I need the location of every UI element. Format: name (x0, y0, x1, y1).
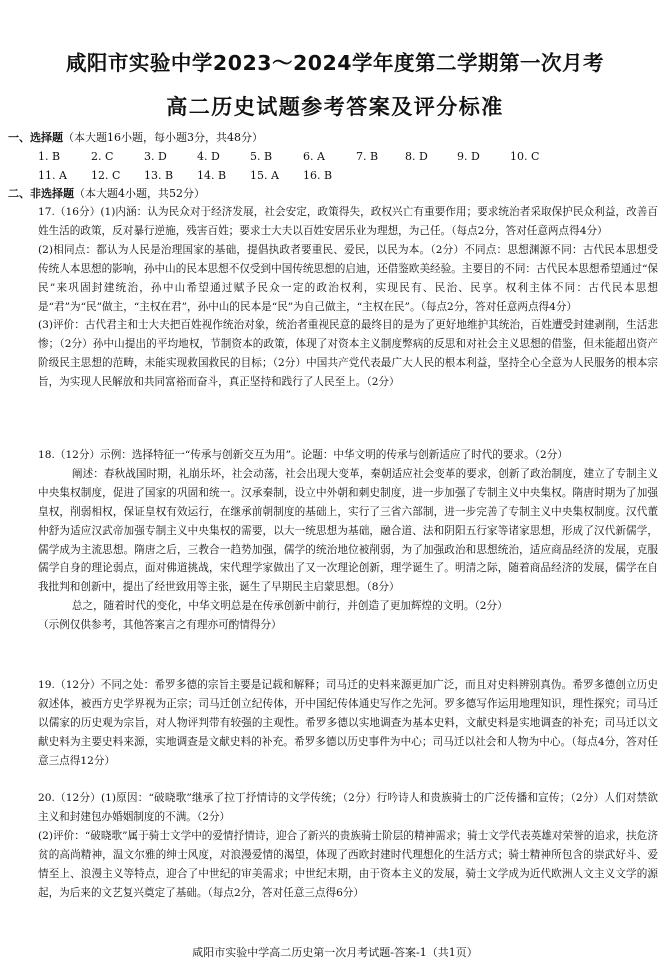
section2-heading: 二、非选择题 (8, 187, 74, 200)
answer-item: 15. A (250, 169, 279, 182)
answer-item: 9. D (457, 150, 480, 163)
answer-item: 13. B (144, 169, 174, 182)
section2-header (8, 187, 205, 201)
question-18 (38, 446, 658, 635)
q18-note: （示例仅供参考，其他答案言之有理亦可酌情得分） (38, 619, 282, 632)
q18-part1: 18.（12分）示例：选择特征一“传承与创新交互为用”。论题：中华文明的传承与创新适应了时代的要求。（2分） (38, 449, 568, 461)
answer-item: 3. D (144, 150, 167, 163)
q20-part2: (2)评价：“破晓歌”属于骑士文学中的爱情抒情诗，迎合了新兴的贵族骑士阶层的精神需求；骑士文学代表英雄对荣誉的追求，扶危济贫的高尚精神，温文尔雅的绅士风度，对浪漫爱情的渴望，体现了西欧封建时代理想化的生活方式；骑士精神所包含的崇武好斗、爱情至上、浪漫主义等特点，迎合了中世纪的审美需求；中世纪末期，由于资本主义的发展，骑士文学成为近代欧洲人文主义文学的源起，为后来的文艺复兴奠定了基础。（每点2分，答对任意三点得6分） (38, 829, 658, 899)
answer-item: 14. B (197, 169, 227, 182)
answer-item: 16. B (303, 169, 333, 182)
answer-item: 2. C (91, 150, 114, 163)
answer-item: 12. C (91, 169, 121, 182)
q17-part2: (2)相同点：都认为人民是治理国家的基础，提倡执政者要重民、爱民，以民为本。（2分）不同点：思想渊源不同：古代民本思想受传统人本思想的影响，孙中山的民本思想不仅受到中国传统思想的启迪，还借鉴欧美经验。主要目的不同：古代民本思想希望通过“保民”来巩固封建统治，孙中山希望通过赋予民众一定的政治权利，实现民有、民治、民享。权利主体不同：古代民本思想是“君”为“民”做主，“主权在君”，孙中山的民本是“民”为自己做主，“主权在民”。（每点2分，答对任意两点得4分） (38, 243, 658, 313)
page-subtitle: 高二历史试题参考答案及评分标准 (166, 95, 504, 119)
answer-item: 1. B (38, 150, 61, 163)
question-20 (38, 789, 658, 902)
answer-item: 4. D (197, 150, 220, 163)
question-17 (38, 203, 658, 392)
q18-part3: 总之，随着时代的变化，中华文明总是在传承创新中前行，并创造了更加辉煌的文明。（2分） (71, 600, 508, 613)
answer-item: 11. A (38, 169, 67, 182)
section1-heading: 一、选择题 (8, 131, 63, 144)
answer-item: 5. B (250, 150, 273, 163)
question-19 (38, 676, 658, 771)
section1-header (8, 131, 263, 145)
q17-part1: 17.（16分）(1)内涵：认为民众对于经济发展，社会安定，政策得失，政权兴亡有重要作用；要求统治者采取保护民众利益，改善百姓生活的政策，反对暴行逆施，残害百姓；要求士大夫以百姓安居乐业为理想，为己任。（每点2分，答对任意两点得4分） (38, 206, 658, 237)
q19-part1: 19.（12分）不同之处：希罗多德的宗旨主要是记载和解释；司马迁的史料来源更加广泛，而且对史料辨别真伪。希罗多德创立历史叙述体，被西方史学界视为正宗；司马迁创立纪传体，开中国纪传体通史写作之先河。罗多德写作运用地理知识，理性探究；司马迁以儒家的历史观为宗旨，对人物评判带有较强的主观性。希罗多德以实地调查为基本史料，文献史料是实地调查的补充；司马迁以文献史料为主要史料来源，实地调查是文献史料的补充。希罗多德以历史事件为中心；司马迁以社会和人物为中心。（每点4分，答对任意三点得12分） (38, 679, 658, 767)
answer-item: 10. C (510, 150, 540, 163)
section1-note: （本大题16小题，每小题3分，共48分） (63, 131, 263, 144)
q18-part2: 阐述：春秋战国时期，礼崩乐坏，社会动荡，社会出现大变革，秦朝适应社会变革的要求，创新了政治制度，建立了专制主义中央集权制度，促进了国家的巩固和统一。汉承秦制，设立中外朝和刺史制度，进一步加强了专制主义中央集权。隋唐时期为了加强皇权，削弱相权，保证皇权有效运行，在继承前朝制度的基础上，实行了三省六部制，进一步完善了专制主义中央集权制度。汉代董仲舒为适应汉武帝加强专制主义中央集权的需要，以大一统思想为基础，融合道、法和阴阳五行家等诸家思想，形成了汉代新儒学，儒学成为主流思想。隋唐之后，三教合一趋势加强，儒学的统治地位被削弱，为了加强政治和思想统治，适应商品经济的发展，克服儒学自身的理论弱点，面对佛道挑战，宋代理学家做出了又一次理论创新，理学诞生了。明清之际，随着商品经济的发展，儒学在自我批判和创新中，提出了经世致用等主张，诞生了早期民主启蒙思想。（8分） (38, 467, 658, 594)
page-footer: 咸阳市实验中学高二历史第一次月考试题-答案-1（共1页） (192, 946, 478, 959)
answer-item: 6. A (303, 150, 325, 163)
section2-note: （本大题4小题，共52分） (74, 187, 205, 200)
page-title: 咸阳市实验中学2023～2024学年度第二学期第一次月考 (65, 51, 605, 75)
answer-item: 8. D (405, 150, 428, 163)
answer-item: 7. B (356, 150, 379, 163)
q20-part1: 20.（12分）(1)原因：“破晓歌”继承了拉丁抒情诗的文学传统；（2分）行吟诗人和贵族骑士的广泛传播和宣传；（2分）人们对禁欲主义和封建包办婚姻制度的不满。（2分） (38, 792, 658, 823)
q17-part3: (3)评价：古代君主和士大夫把百姓视作统治对象，统治者重视民意的最终目的是为了更好地维护其统治，百姓遭受封建剥削，生活悲惨；（2分）孙中山提出的平均地权，节制资本的政策，体现了对资本主义制度弊病的反思和对社会主义思想的借鉴，但未能超出资产阶级民主思想的范畴，未能实现救国救民的目标；（2分）中国共产党代表最广大人民的根本利益，坚持全心全意为人民服务的根本宗旨，为实现人民解放和共同富裕而奋斗，真正坚持和践行了人民至上。（2分） (38, 319, 658, 389)
